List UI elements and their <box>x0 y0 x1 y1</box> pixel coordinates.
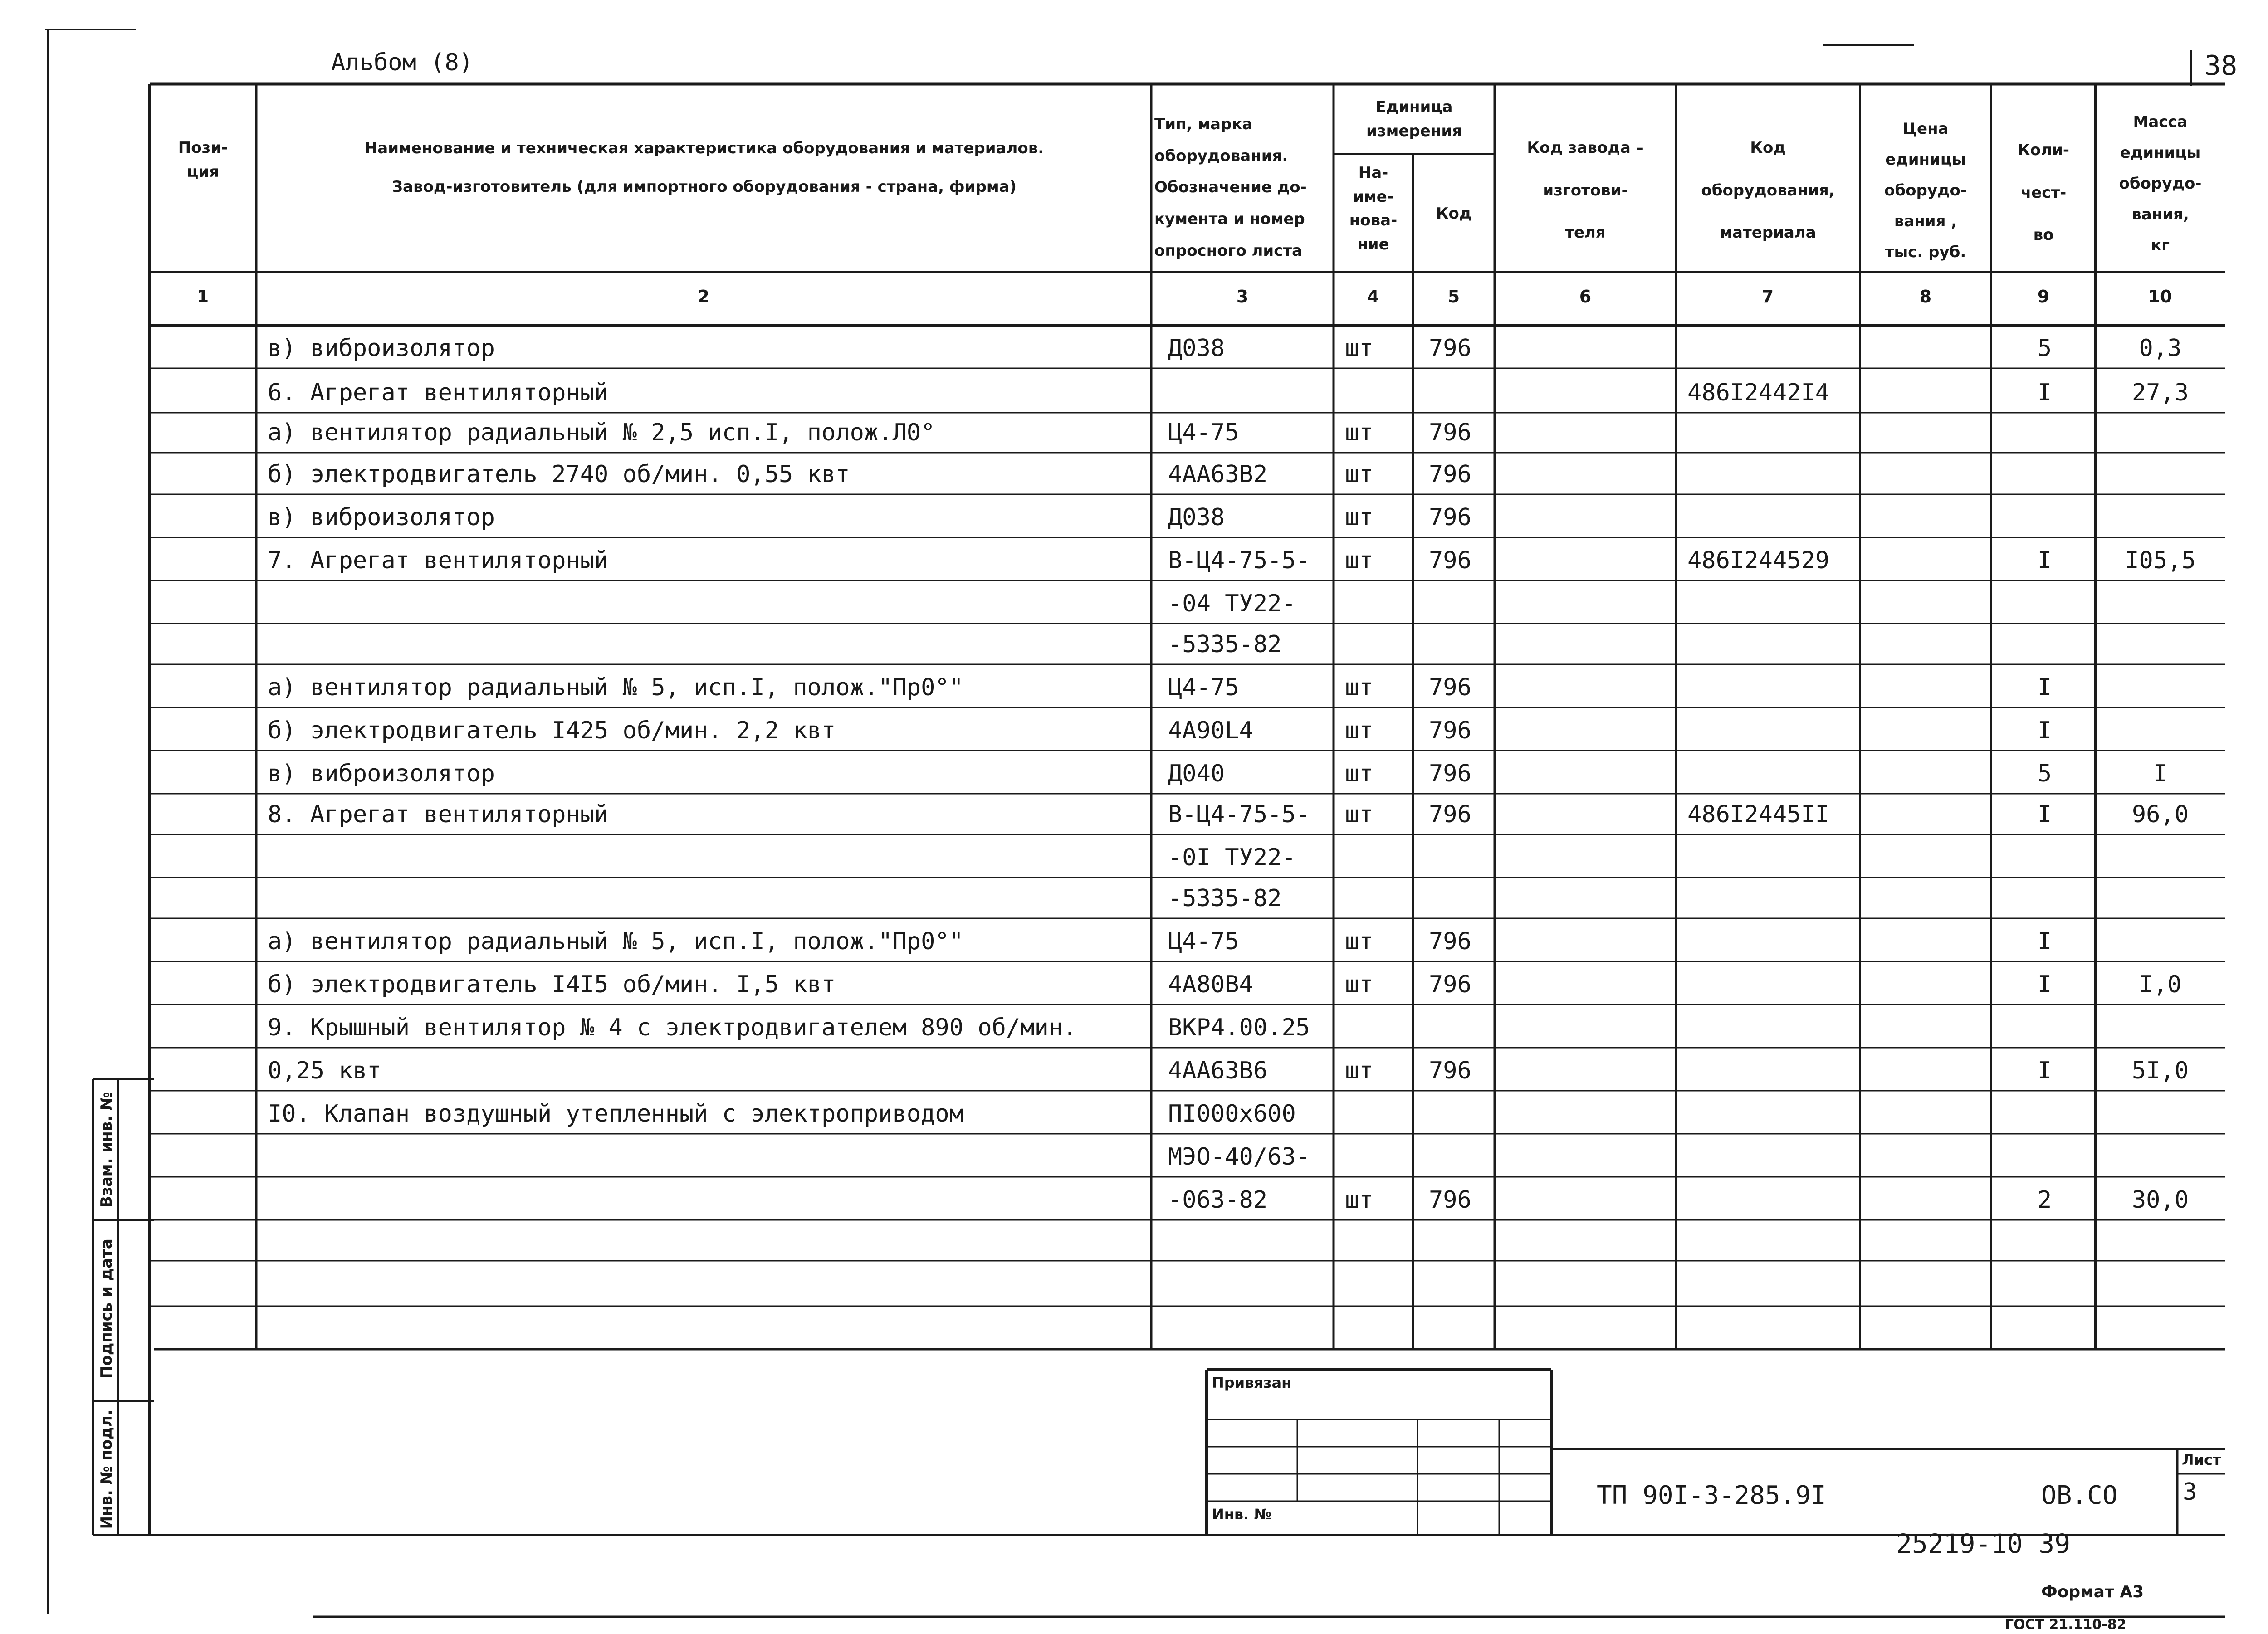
cell-unit: шт <box>1345 547 1374 574</box>
cell-mass: 30,0 <box>2131 1186 2189 1214</box>
header-price: Цена единицы оборудо- вания , тыс. руб. <box>1884 120 1967 261</box>
cell-unit: шт <box>1345 717 1374 744</box>
header-name: Наименование и техническая характеристика оборудования и материалов. Завод-изготовитель (для импортного оборудования - страна, фирма) <box>364 139 1044 196</box>
cell-name: в) виброизолятор <box>268 760 495 787</box>
album-label: Альбом (8) <box>331 49 474 76</box>
cell-name: в) виброизолятор <box>268 335 495 362</box>
cell-type: Ц4-75 <box>1168 928 1239 955</box>
cell-code: 796 <box>1429 504 1471 531</box>
side-label-signature-date: Подпись и дата <box>98 1239 116 1379</box>
header-unit: Единица измерения <box>1366 98 1462 140</box>
cell-unit: шт <box>1345 971 1374 998</box>
cell-unit: шт <box>1345 504 1374 531</box>
cell-equip-code: 486I244529 <box>1687 547 1830 574</box>
cell-qty: I <box>2037 801 2052 828</box>
cell-type: -063-82 <box>1168 1186 1268 1214</box>
column-number: 5 <box>1447 287 1460 307</box>
cell-code: 796 <box>1429 1186 1471 1214</box>
cell-type: -04 ТУ22- <box>1168 590 1296 617</box>
cell-code: 796 <box>1429 801 1471 828</box>
cell-qty: 5 <box>2037 760 2052 787</box>
cell-type: МЭО-40/63- <box>1168 1143 1310 1171</box>
column-number: 3 <box>1236 287 1249 307</box>
cell-name: а) вентилятор радиальный № 2,5 исп.I, полож.Л0° <box>268 419 935 446</box>
cell-code: 796 <box>1429 674 1471 701</box>
cell-unit: шт <box>1345 674 1374 701</box>
cell-code: 796 <box>1429 461 1471 488</box>
cell-qty: I <box>2037 674 2052 701</box>
page-number: 38 <box>2204 50 2238 82</box>
column-number: 10 <box>2148 287 2172 307</box>
cell-type: ПI000х600 <box>1168 1100 1296 1127</box>
column-number: 8 <box>1919 287 1932 307</box>
cell-unit: шт <box>1345 335 1374 362</box>
cell-unit: шт <box>1345 928 1374 955</box>
cell-type: ВКР4.00.25 <box>1168 1014 1310 1041</box>
cell-name: 0,25 квт <box>268 1057 381 1084</box>
cell-code: 796 <box>1429 717 1471 744</box>
header-mass: Масса единицы оборудо- вания, кг <box>2119 113 2202 254</box>
cell-type: -5335-82 <box>1168 885 1282 912</box>
cell-code: 796 <box>1429 1057 1471 1084</box>
header-factory-code: Код завода – изготови- теля <box>1527 139 1644 242</box>
cell-name: в) виброизолятор <box>268 504 495 531</box>
cell-unit: шт <box>1345 1057 1374 1084</box>
document-code: ТП 90I-3-285.9I <box>1597 1481 1826 1510</box>
cell-name: б) электродвигатель I4I5 об/мин. I,5 квт <box>268 971 836 998</box>
cell-qty: I <box>2037 379 2052 406</box>
cell-qty: 5 <box>2037 335 2052 362</box>
cell-type: 4АА63В6 <box>1168 1057 1268 1084</box>
bound-label: Привязан <box>1212 1374 1292 1391</box>
cell-type: 4А80В4 <box>1168 971 1253 998</box>
header-quantity: Коли- чест- во <box>2018 141 2069 244</box>
cell-code: 796 <box>1429 419 1471 446</box>
inv-label: Инв. № <box>1212 1506 1271 1523</box>
cell-name: 6. Агрегат вентиляторный <box>268 379 609 406</box>
cell-type: Д038 <box>1168 504 1225 531</box>
cell-name: I0. Клапан воздушный утепленный с электроприводом <box>268 1100 964 1127</box>
cell-code: 796 <box>1429 928 1471 955</box>
cell-unit: шт <box>1345 760 1374 787</box>
archive-number: 25219-10 39 <box>1896 1528 2071 1559</box>
gost-label: ГОСТ 21.110-82 <box>2005 1617 2126 1630</box>
column-number: 2 <box>697 287 710 307</box>
cell-type: В-Ц4-75-5- <box>1168 801 1310 828</box>
header-position: Пози- ция <box>178 139 228 181</box>
cell-qty: I <box>2037 971 2052 998</box>
cell-qty: I <box>2037 928 2052 955</box>
cell-mass: 27,3 <box>2131 379 2189 406</box>
cell-qty: I <box>2037 547 2052 574</box>
header-unit-name: На- име- нова- ние <box>1349 164 1398 254</box>
column-number: 7 <box>1761 287 1774 307</box>
cell-type: Ц4-75 <box>1168 419 1239 446</box>
side-label-replaced-inv: Взам. инв. № <box>98 1092 116 1208</box>
cell-name: 8. Агрегат вентиляторный <box>268 801 609 828</box>
cell-equip-code: 486I2445II <box>1687 801 1830 828</box>
cell-code: 796 <box>1429 547 1471 574</box>
cell-code: 796 <box>1429 971 1471 998</box>
cell-type: -0I ТУ22- <box>1168 844 1296 871</box>
cell-type: Д038 <box>1168 335 1225 362</box>
cell-type: 4А90L4 <box>1168 717 1253 744</box>
cell-unit: шт <box>1345 419 1374 446</box>
cell-qty: I <box>2037 717 2052 744</box>
cell-name: а) вентилятор радиальный № 5, исп.I, полож."Пр0°" <box>268 674 964 701</box>
cell-mass: 0,3 <box>2139 335 2182 362</box>
section-code: ОВ.СО <box>2041 1481 2118 1510</box>
sheet-label: Лист <box>2182 1451 2221 1468</box>
header-equipment-code: Код оборудования, материала <box>1701 139 1835 242</box>
cell-qty: 2 <box>2037 1186 2052 1214</box>
cell-mass: I <box>2153 760 2168 787</box>
cell-mass: I,0 <box>2139 971 2182 998</box>
cell-type: Д040 <box>1168 760 1225 787</box>
cell-type: -5335-82 <box>1168 631 1282 658</box>
header-unit-code: Код <box>1436 205 1472 223</box>
cell-mass: 5I,0 <box>2131 1057 2189 1084</box>
cell-code: 796 <box>1429 760 1471 787</box>
cell-mass: 96,0 <box>2131 801 2189 828</box>
format-label: Формат А3 <box>2041 1583 2144 1601</box>
cell-name: 7. Агрегат вентиляторный <box>268 547 609 574</box>
cell-mass: I05,5 <box>2125 547 2196 574</box>
cell-name: а) вентилятор радиальный № 5, исп.I, полож."Пр0°" <box>268 928 964 955</box>
cell-qty: I <box>2037 1057 2052 1084</box>
cell-name: 9. Крышный вентилятор № 4 с электродвигателем 890 об/мин. <box>268 1014 1077 1041</box>
column-number: 6 <box>1579 287 1592 307</box>
header-type: Тип, марка оборудования. Обозначение до- кумента и номер опросного листа <box>1154 115 1307 260</box>
side-label-original-inv: Инв. № подл. <box>98 1410 116 1529</box>
sheet-number: 3 <box>2183 1478 2197 1506</box>
column-number: 1 <box>196 287 209 307</box>
cell-equip-code: 486I2442I4 <box>1687 379 1830 406</box>
cell-unit: шт <box>1345 801 1374 828</box>
cell-type: 4АА63В2 <box>1168 461 1268 488</box>
cell-type: Ц4-75 <box>1168 674 1239 701</box>
column-number: 9 <box>2037 287 2050 307</box>
cell-unit: шт <box>1345 1186 1374 1214</box>
column-number: 4 <box>1367 287 1379 307</box>
cell-name: б) электродвигатель I425 об/мин. 2,2 квт <box>268 717 836 744</box>
cell-name: б) электродвигатель 2740 об/мин. 0,55 квт <box>268 461 850 488</box>
cell-unit: шт <box>1345 461 1374 488</box>
cell-type: В-Ц4-75-5- <box>1168 547 1310 574</box>
cell-code: 796 <box>1429 335 1471 362</box>
